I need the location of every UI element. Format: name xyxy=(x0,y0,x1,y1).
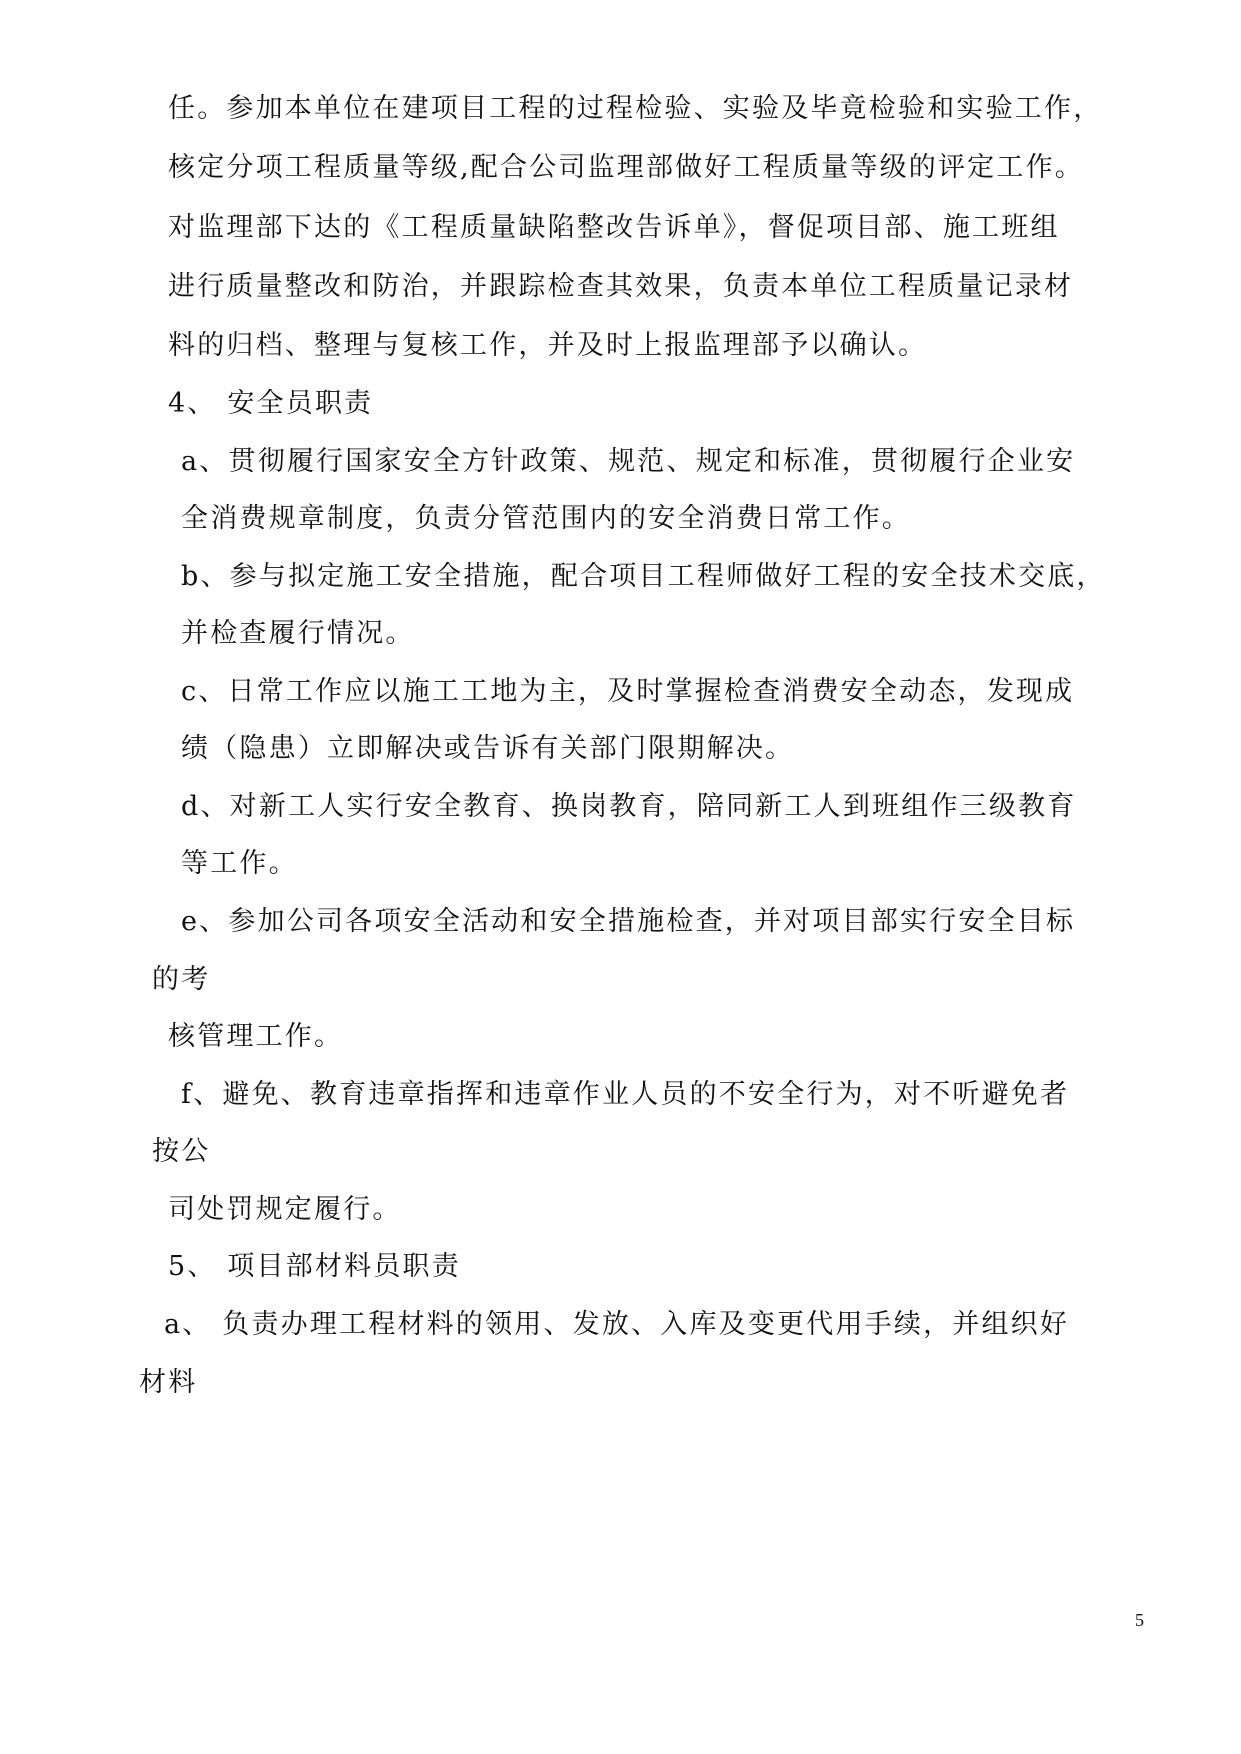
page-number: 5 xyxy=(1135,1610,1144,1630)
text-line: 司处罚规定履行。 xyxy=(168,1194,402,1225)
section-heading: 4、 安全员职责 xyxy=(168,388,374,419)
text-line: 等工作。 xyxy=(181,848,298,879)
text-line: b、参与拟定施工安全措施，配合项目工程师做好工程的安全技术交底， xyxy=(181,561,1106,592)
text-line: 任。参加本单位在建项目工程的过程检验、实验及毕竟检验和实验工作， xyxy=(168,93,1103,124)
section-heading: 5、 项目部材料员职责 xyxy=(168,1251,461,1282)
text-line: 进行质量整改和防治，并跟踪检查其效果，负责本单位工程质量记录材 xyxy=(168,271,1074,302)
text-line: f、避免、教育违章指挥和违章作业人员的不安全行为，对不听避免者 xyxy=(181,1079,1070,1110)
text-line: a、 负责办理工程材料的领用、发放、入库及变更代用手续，并组织好 xyxy=(164,1309,1070,1340)
text-line: 料的归档、整理与复核工作，并及时上报监理部予以确认。 xyxy=(168,330,928,361)
text-line: a、贯彻履行国家安全方针政策、规范、规定和标准，贯彻履行企业安 xyxy=(181,446,1076,477)
text-line: 核定分项工程质量等级,配合公司监理部做好工程质量等级的评定工作。 xyxy=(168,152,1084,183)
text-line: 核管理工作。 xyxy=(168,1021,344,1052)
text-line: 对监理部下达的《工程质量缺陷整改告诉单》，督促项目部、施工班组 xyxy=(168,212,1060,243)
text-line: 材料 xyxy=(139,1367,198,1398)
text-line: d、对新工人实行安全教育、换岗教育，陪同新工人到班组作三级教育 xyxy=(181,791,1077,822)
text-line: c、日常工作应以施工工地为主，及时掌握检查消费安全动态，发现成 xyxy=(181,676,1075,707)
text-line: 的考 xyxy=(152,964,211,995)
text-line: 并检查履行情况。 xyxy=(181,618,415,649)
text-line: 全消费规章制度，负责分管范围内的安全消费日常工作。 xyxy=(181,503,911,534)
text-line: 按公 xyxy=(152,1136,211,1167)
text-line: e、参加公司各项安全活动和安全措施检查，并对项目部实行安全目标 xyxy=(181,906,1076,937)
text-line: 绩（隐患）立即解决或告诉有关部门限期解决。 xyxy=(181,733,795,764)
